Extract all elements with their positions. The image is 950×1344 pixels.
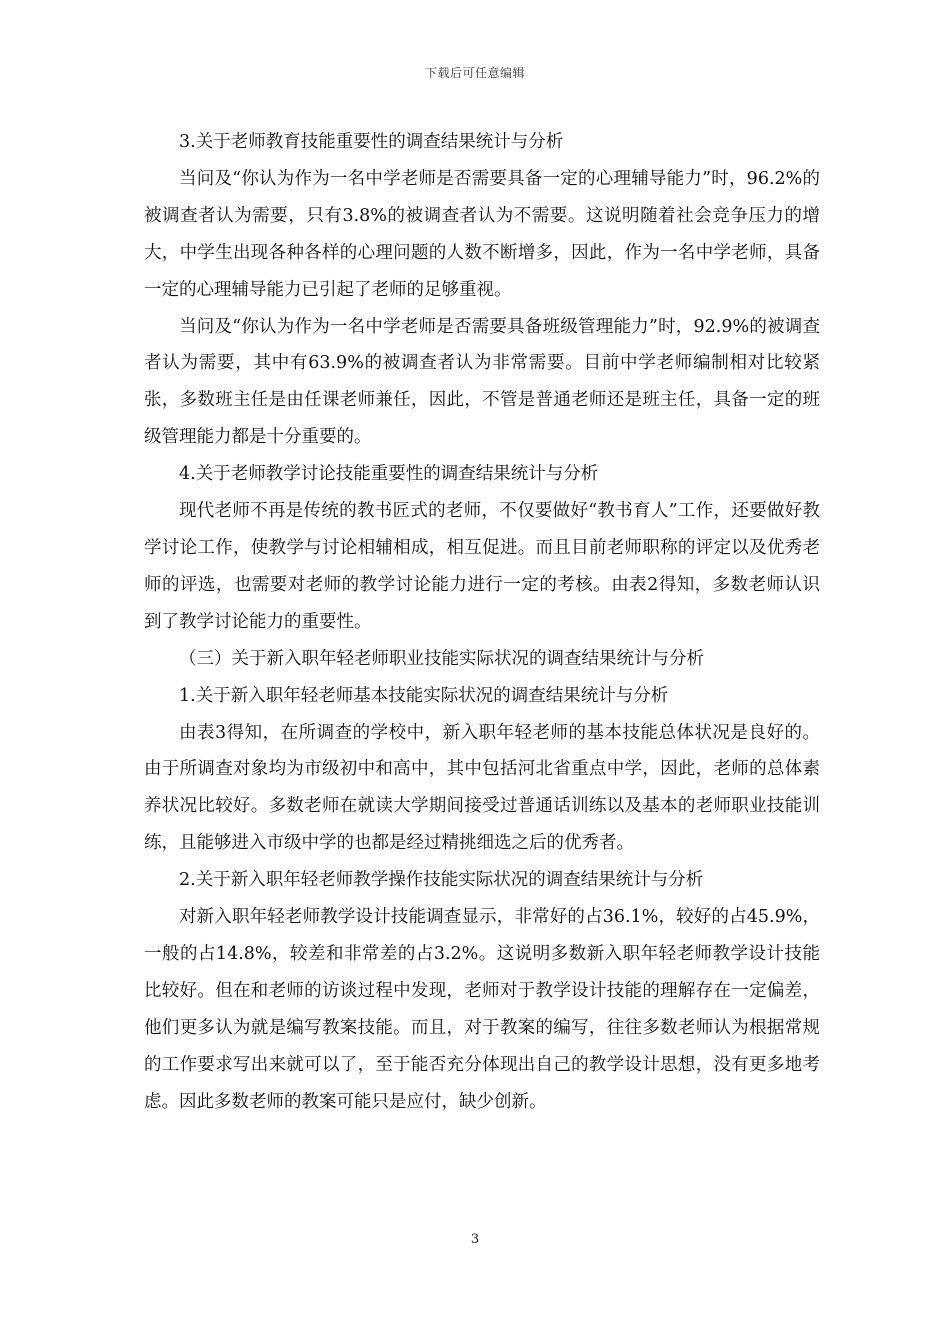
paragraph-teaching-design: 对新入职年轻老师教学设计技能调查显示，非常好的占36.1%，较好的占45.9%，一般的占14.8%，较差和非常差的占3.2%。这说明多数新入职年轻老师教学设计技能比较好。但在和老师的访谈过程中发现，老师对于教学设计技能的理解存在一定偏差，他们更多认为就是编写教案技能。而且，对于教案的编写，往往多数老师认为根据常规的工作要求写出来就可以了，至于能否充分体现出自己的教学设计思想，没有更多地考虑。因此多数老师的教案可能只是应付，缺少创新。	[144, 907, 820, 1112]
section-heading-4: 4.关于老师教学讨论技能重要性的调查结果统计与分析	[179, 464, 599, 485]
page-number: 3	[470, 1232, 480, 1247]
document-body	[144, 124, 820, 1120]
section-heading-part-three: （三）关于新入职年轻老师职业技能实际状况的调查结果统计与分析	[179, 648, 704, 669]
section-heading-2: 2.关于新入职年轻老师教学操作技能实际状况的调查结果统计与分析	[179, 870, 704, 891]
paragraph-psych-counseling: 当问及“你认为作为一名中学老师是否需要具备一定的心理辅导能力”时，96.2%的被调查者认为需要，只有3.8%的被调查者认为不需要。这说明随着社会竞争压力的增大，中学生出现各种各样的心理问题的人数不断增多，因此，作为一名中学老师，具备一定的心理辅导能力已引起了老师的足够重视。	[144, 168, 820, 300]
section-heading-1: 1.关于新入职年轻老师基本技能实际状况的调查结果统计与分析	[179, 685, 669, 706]
paragraph-class-management: 当问及“你认为作为一名中学老师是否需要具备班级管理能力”时，92.9%的被调查者认为需要，其中有63.9%的被调查者认为非常需要。目前中学老师编制相对比较紧张，多数班主任是由任课老师兼任，因此，不管是普通老师还是班主任，具备一定的班级管理能力都是十分重要的。	[144, 316, 820, 448]
section-heading-3: 3.关于老师教育技能重要性的调查结果统计与分析	[179, 132, 564, 152]
page-header: 下载后可任意编辑	[424, 66, 525, 80]
paragraph-teaching-research: 现代老师不再是传统的教书匠式的老师，不仅要做好“教书育人”工作，还要做好教学讨论工作，使教学与讨论相辅相成，相互促进。而且目前老师职称的评定以及优秀老师的评选，也需要对老师的教学讨论能力进行一定的考核。由表2得知，多数老师认识到了教学讨论能力的重要性。	[144, 501, 820, 632]
paragraph-basic-skills: 由表3得知，在所调查的学校中，新入职年轻老师的基本技能总体状况是良好的。由于所调查对象均为市级初中和高中，其中包括河北省重点中学，因此，老师的总体素养状况比较好。多数老师在就读大学期间接受过普通话训练以及基本的老师职业技能训练，且能够进入市级中学的也都是经过精挑细选之后的优秀者。	[144, 722, 820, 854]
